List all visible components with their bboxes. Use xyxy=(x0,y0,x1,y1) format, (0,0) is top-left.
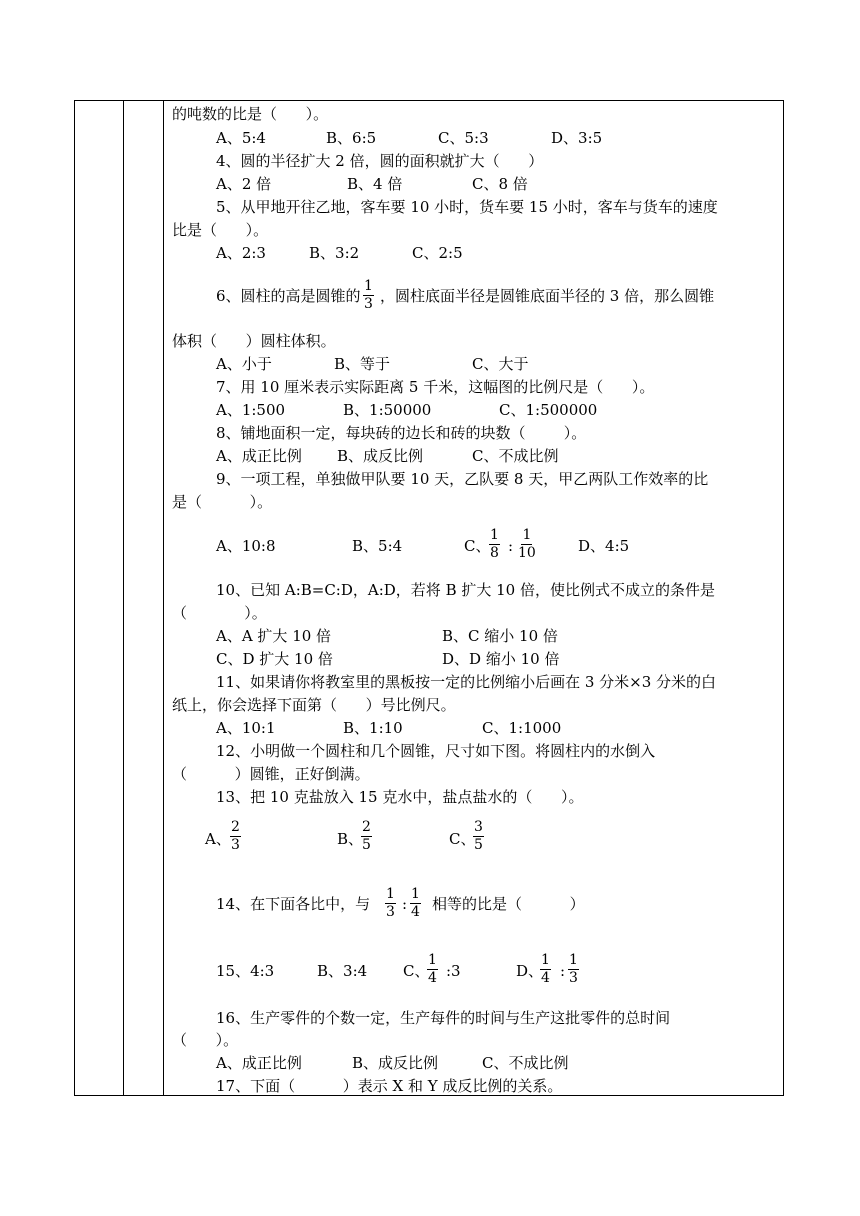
q9-text-line2: 是（ ）。 xyxy=(172,493,273,511)
q13-option-a-fraction: $\frac{2}{3}$ xyxy=(231,819,240,853)
q15-option-c-suffix: :3 xyxy=(446,962,461,980)
q6-option-a: A、小于 xyxy=(216,355,272,373)
q15-option-d-fraction-2: $\frac{1}{3}$ xyxy=(569,952,578,986)
q13-option-b-fraction: $\frac{2}{5}$ xyxy=(362,819,371,853)
q3-tail: 的吨数的比是（ ）。 xyxy=(172,105,329,123)
q16-option-a: A、成正比例 xyxy=(216,1054,302,1072)
q9-option-a: A、10:8 xyxy=(216,537,276,555)
q4-option-c: C、8 倍 xyxy=(472,175,528,193)
q6-option-b: B、等于 xyxy=(334,355,391,373)
q14-text-post: 相等的比是（ ） xyxy=(432,895,585,913)
q16-option-c: C、不成比例 xyxy=(482,1054,569,1072)
q6-fraction: $\frac{1}{3}$ xyxy=(364,278,373,312)
q7-option-a: A、1:500 xyxy=(216,401,286,419)
q11-option-b: B、1:10 xyxy=(343,719,403,737)
q10-option-c: C、D 扩大 10 倍 xyxy=(216,650,333,668)
q14-text-pre: 14、在下面各比中，与 xyxy=(216,895,371,913)
q7-text: 7、用 10 厘米表示实际距离 5 千米，这幅图的比例尺是（ ）。 xyxy=(216,378,655,396)
q5-option-a: A、2:3 xyxy=(216,244,266,262)
q9-option-c-fraction-1: $\frac{1}{8}$ xyxy=(490,527,499,561)
q4-text: 4、圆的半径扩大 2 倍，圆的面积就扩大（ ） xyxy=(216,152,544,170)
q10-text-line2: （ ）。 xyxy=(172,604,267,622)
q6-text-line2: 体积（ ）圆柱体积。 xyxy=(172,332,336,350)
q5-text-line2: 比是（ ）。 xyxy=(172,221,269,239)
q6-text-pre: 6、圆柱的高是圆锥的 xyxy=(216,287,361,305)
q15-option-c-fraction: $\frac{1}{4}$ xyxy=(428,952,437,986)
table-column-divider xyxy=(163,101,164,1095)
q13-option-c-fraction: $\frac{3}{5}$ xyxy=(474,819,483,853)
q16-option-b: B、成反比例 xyxy=(352,1054,439,1072)
q15-option-d-prefix: D、 xyxy=(516,962,544,980)
q8-option-a: A、成正比例 xyxy=(216,447,302,465)
q4-option-b: B、4 倍 xyxy=(347,175,403,193)
q13-option-c: C、 xyxy=(449,830,476,848)
q14-fraction-2: $\frac{1}{4}$ xyxy=(411,886,420,920)
q9-option-d: D、4:5 xyxy=(578,537,630,555)
q15-option-a: 15、4:3 xyxy=(216,962,275,980)
q9-option-b: B、5:4 xyxy=(352,537,403,555)
q9-option-c-colon: : xyxy=(508,537,514,555)
q15-option-c-prefix: C、 xyxy=(403,962,430,980)
q7-option-b: B、1:50000 xyxy=(343,401,432,419)
q8-option-c: C、不成比例 xyxy=(472,447,559,465)
q7-option-c: C、1:500000 xyxy=(499,401,598,419)
q9-option-c-fraction-2: $\frac{1}{10}$ xyxy=(518,527,536,561)
q4-option-a: A、2 倍 xyxy=(216,175,272,193)
q13-option-a: A、 xyxy=(205,830,231,848)
q8-text: 8、铺地面积一定，每块砖的边长和砖的块数（ ）。 xyxy=(216,424,587,442)
q9-option-c-prefix: C、 xyxy=(464,537,491,555)
q13-option-b: B、 xyxy=(337,830,364,848)
q3-option-c: C、5:3 xyxy=(438,129,489,147)
q12-text-line1: 12、小明做一个圆柱和几个圆锥，尺寸如下图。将圆柱内的水倒入 xyxy=(216,742,656,760)
q11-text-line2: 纸上，你会选择下面第（ ）号比例尺。 xyxy=(172,696,456,714)
q11-text-line1: 11、如果请你将教室里的黑板按一定的比例缩小后画在 3 分米×3 分米的白 xyxy=(216,673,717,691)
q11-option-a: A、10:1 xyxy=(216,719,276,737)
q10-option-a: A、A 扩大 10 倍 xyxy=(216,627,332,645)
q3-option-d: D、3:5 xyxy=(551,129,603,147)
q9-text-line1: 9、一项工程，单独做甲队要 10 天，乙队要 8 天，甲乙两队工作效率的比 xyxy=(216,470,709,488)
q14-fraction-1: $\frac{1}{3}$ xyxy=(386,886,395,920)
q13-text: 13、把 10 克盐放入 15 克水中，盐点盐水的（ ）。 xyxy=(216,788,584,806)
q14-colon: : xyxy=(402,895,408,913)
q15-option-d-colon: : xyxy=(560,962,566,980)
q10-option-d: D、D 缩小 10 倍 xyxy=(442,650,560,668)
q5-text-line1: 5、从甲地开往乙地，客车要 10 小时，货车要 15 小时，客车与货车的速度 xyxy=(216,198,718,216)
q5-option-b: B、3:2 xyxy=(309,244,360,262)
q15-option-b: B、3:4 xyxy=(317,962,368,980)
q12-text-line2: （ ）圆锥，正好倒满。 xyxy=(172,765,370,783)
q3-option-b: B、6:5 xyxy=(326,129,377,147)
q5-option-c: C、2:5 xyxy=(412,244,463,262)
q8-option-b: B、成反比例 xyxy=(337,447,424,465)
q3-option-a: A、5:4 xyxy=(216,129,266,147)
q10-option-b: B、C 缩小 10 倍 xyxy=(442,627,558,645)
q16-text-line2: （ ）。 xyxy=(172,1031,239,1049)
q6-text-post: ，圆柱底面半径是圆锥底面半径的 3 倍，那么圆锥 xyxy=(380,287,715,305)
q16-text-line1: 16、生产零件的个数一定，生产每件的时间与生产这批零件的总时间 xyxy=(216,1009,671,1027)
q17-text: 17、下面（ ）表示 X 和 Y 成反比例的关系。 xyxy=(216,1077,563,1095)
q6-option-c: C、大于 xyxy=(472,355,529,373)
table-column-divider xyxy=(123,101,124,1095)
q15-option-d-fraction-1: $\frac{1}{4}$ xyxy=(541,952,550,986)
q10-text-line1: 10、已知 A:B=C:D，A:D，若将 B 扩大 10 倍，使比例式不成立的条件是 xyxy=(216,581,715,599)
q11-option-c: C、1:1000 xyxy=(482,719,562,737)
